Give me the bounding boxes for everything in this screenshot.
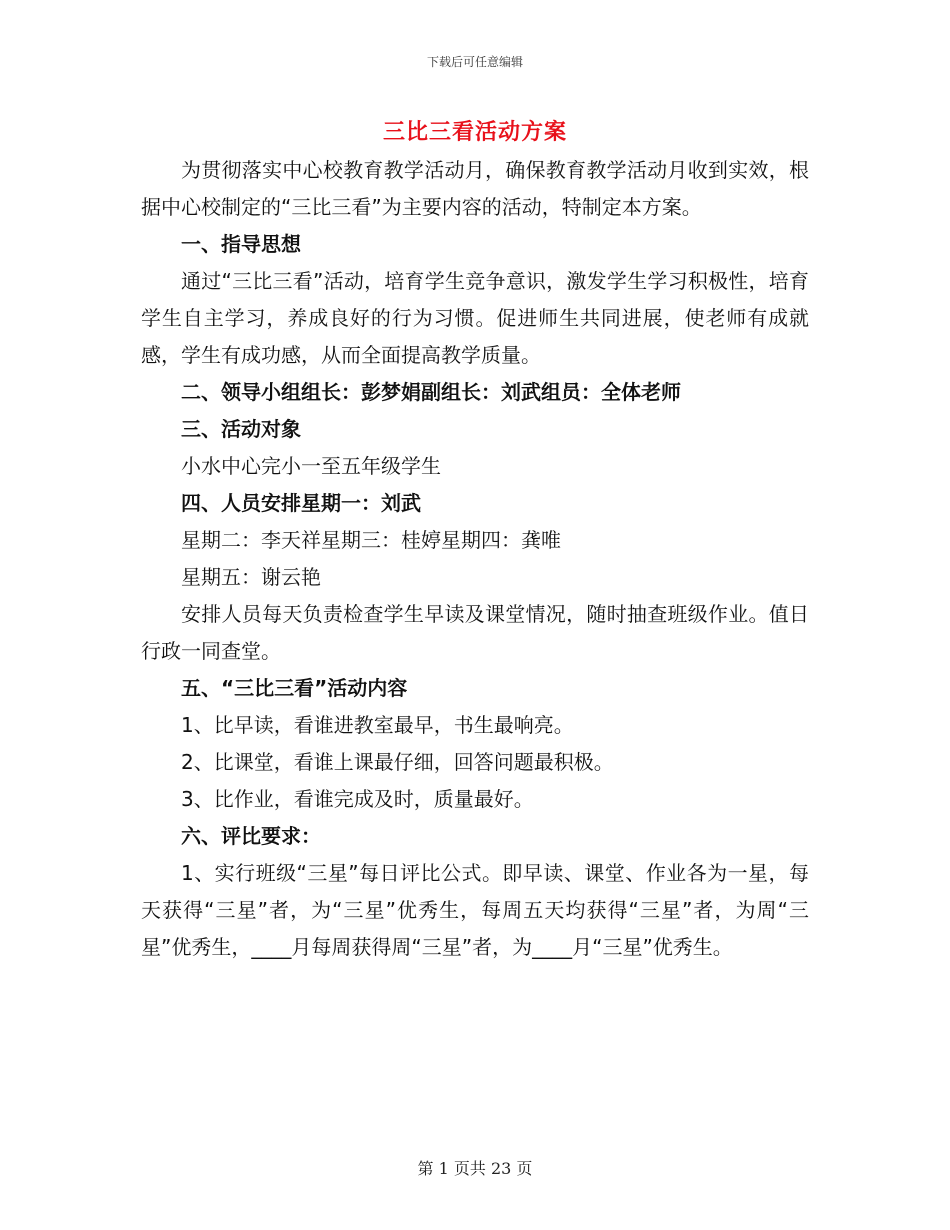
section-heading-leadership-group: 二、领导小组组长：彭梦娟副组长：刘武组员：全体老师 bbox=[181, 380, 681, 404]
list-item: 3、比作业，看谁完成及时，质量最好。 bbox=[181, 787, 534, 811]
section-heading-guiding-ideology: 一、指导思想 bbox=[181, 232, 301, 256]
section-heading-evaluation: 六、评比要求： bbox=[181, 824, 321, 848]
document-title: 三比三看活动方案 bbox=[382, 120, 567, 145]
list-item: 2、比课堂，看谁上课最仔细，回答问题最积极。 bbox=[181, 750, 614, 774]
section-heading-staff-arrangement: 四、人员安排星期一：刘武 bbox=[181, 491, 421, 515]
header-note: 下载后可任意编辑 bbox=[426, 55, 523, 69]
paragraph-staff-fri: 星期五：谢云艳 bbox=[181, 565, 321, 589]
paragraph-staff-tue-thu: 星期二：李天祥星期三：桂婷星期四：龚唯 bbox=[181, 528, 561, 552]
section-heading-activity-target: 三、活动对象 bbox=[181, 417, 301, 441]
paragraph-staff-duties: 安排人员每天负责检查学生早读及课堂情况，随时抽查班级作业。值日行政一同查堂。 bbox=[141, 602, 809, 663]
paragraph-activity-target: 小水中心完小一至五年级学生 bbox=[181, 454, 441, 478]
intro-paragraph: 为贯彻落实中心校教育教学活动月，确保教育教学活动月收到实效，根据中心校制定的“三比三看”为主要内容的活动，特制定本方案。 bbox=[141, 158, 809, 219]
section-heading-activity-content: 五、“三比三看”活动内容 bbox=[181, 676, 408, 700]
page-number-footer: 第 1 页共 23 页 bbox=[417, 1159, 533, 1178]
paragraph-evaluation-rule: 1、实行班级“三星”每日评比公式。即早读、课堂、作业各为一星，每天获得“三星”者，为“三星”优秀生，每周五天均获得“三星”者，为周“三星”优秀生，____月每周获得周“三星”者，为____月“三星”优秀生。 bbox=[141, 861, 809, 959]
paragraph-guiding-ideology: 通过“三比三看”活动，培育学生竞争意识，激发学生学习积极性，培育学生自主学习，养成良好的行为习惯。促进师生共同进展，使老师有成就感，学生有成功感，从而全面提高教学质量。 bbox=[141, 269, 809, 367]
document-body bbox=[141, 152, 809, 966]
list-item: 1、比早读，看谁进教室最早，书生最响亮。 bbox=[181, 713, 574, 737]
